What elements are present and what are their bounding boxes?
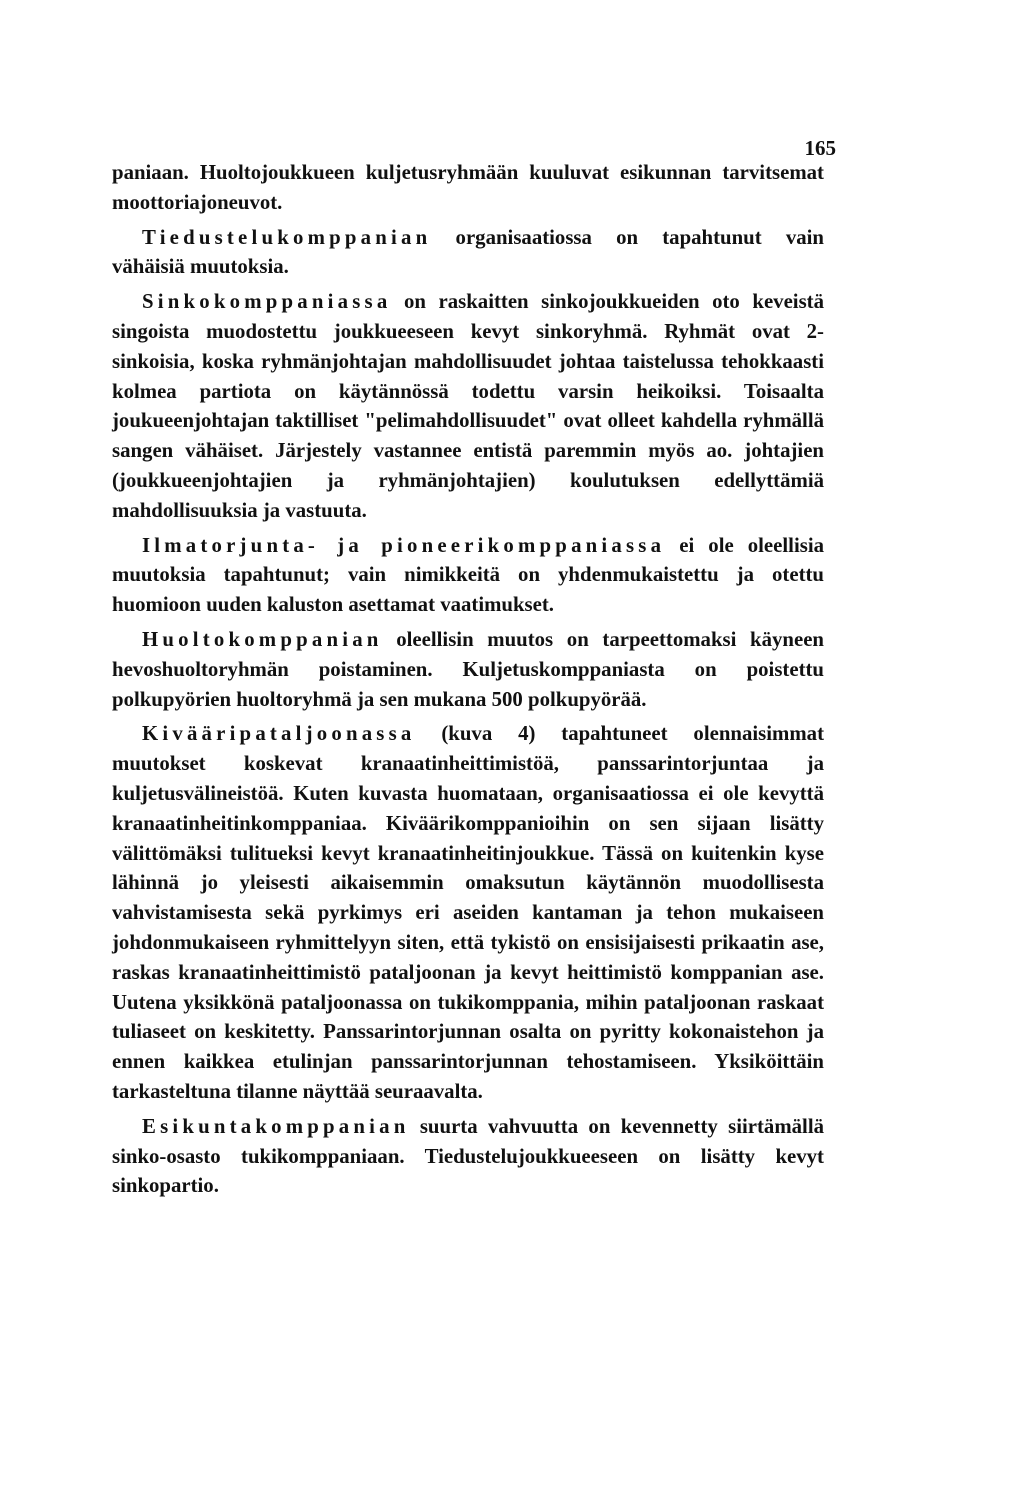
paragraph-text: suurta vahvuutta on kevennetty siirtämällä sinko-osasto tukikomppaniaan. Tiedustelujoukkueeseen on lisätty kevyt sinkopartio. <box>112 1114 824 1198</box>
paragraph-sinkokomppania <box>112 287 824 525</box>
body-text <box>112 158 824 1201</box>
paragraph-text: oleellisin muutos on tarpeettomaksi käyneen hevoshuoltoryhmän poistaminen. Kuljetuskomppaniasta on poistettu polkupyörien huoltoryhmä ja sen mukana 500 polkupyörää. <box>112 627 824 711</box>
paragraph-text: (kuva 4) tapahtuneet olennaisimmat muutokset koskevat kranaatinheittimistöä, panssarintorjuntaa ja kuljetusvälineistöä. Kuten kuvasta huomataan, organisaatiossa ei ole kevyttä kranaatinheitinkomppaniaa. Kiväärikomppanioihin on sen sijaan lisätty välittömäksi tulitueksi kevyt kranaatinheitinjoukkue. Tässä on kuitenkin kyse lähinnä jo yleisesti aikaisemmin omaksutun käytännön muodollisesta vahvistamisesta sekä pyrkimys eri aseiden kantaman ja tehon mukaiseen johdonmukaiseen ryhmittelyyn siten, että tykistö on ensisijaisesti prikaatin ase, raskas kranaatinheittimistö pataljoonan ja kevyt heittimistö komppanian ase. Uutena yksikkönä pataljoonassa on tukikomppania, mihin pataljoonan raskaat tuliaseet on keskitetty. Panssarintorjunnan osalta on pyritty kokonaistehon ja ennen kaikkea etulinjan panssarintorjunnan tehostamiseen. Yksiköittäin tarkasteltuna tilanne näyttää seuraavalta. <box>112 722 824 1103</box>
paragraph-lead: Kivääripataljoonassa <box>142 722 416 746</box>
paragraph-lead: Tiedustelukomppanian <box>142 225 432 249</box>
paragraph-esikuntakomppania <box>112 1112 824 1201</box>
paragraph-ilmatorjunta-pioneerikomppania <box>112 531 824 620</box>
paragraph-continuation <box>112 158 824 218</box>
paragraph-tiedustelukomppania <box>112 223 824 283</box>
paragraph-kivaaripataljoona <box>112 719 824 1106</box>
paragraph-lead: Esikuntakomppanian <box>142 1114 410 1138</box>
paragraph-text: on raskaitten sinkojoukkueiden oto keveistä singoista muodostettu joukkueeseen kevyt sinkoryhmä. Ryhmät ovat 2-sinkoisia, koska ryhmänjohtajan mahdollisuudet johtaa taistelussa tehokkaasti kolmea partiota on käytännössä todettu varsin heikoiksi. Toisaalta joukueenjohtajan taktilliset "pelimahdollisuudet" ovat olleet kahdella ryhmällä sangen vähäiset. Järjestely vastannee entistä paremmin myös ao. johtajien (joukkueenjohtajien ja ryhmänjohtajien) koulutuksen edellyttämiä mahdollisuuksia ja vastuuta. <box>112 290 824 522</box>
page-number: 165 <box>804 136 836 160</box>
paragraph-lead: Ilmatorjunta- ja pioneerikomppaniassa <box>142 533 666 557</box>
paragraph-text: ei ole oleellisia muutoksia tapahtunut; vain nimikkeitä on yhdenmukaistettu ja otettu huomioon uuden kaluston asettamat vaatimukset. <box>112 533 824 617</box>
paragraph-lead: Sinkokomppaniassa <box>142 290 392 314</box>
paragraph-text: paniaan. Huoltojoukkueen kuljetusryhmään kuuluvat esikunnan tarvitsemat moottoriajoneuvot. <box>112 161 824 214</box>
paragraph-text: organisaatiossa on tapahtunut vain vähäisiä muutoksia. <box>112 225 824 279</box>
paragraph-lead: Huoltokomppanian <box>142 627 383 651</box>
paragraph-huoltokomppania <box>112 625 824 714</box>
